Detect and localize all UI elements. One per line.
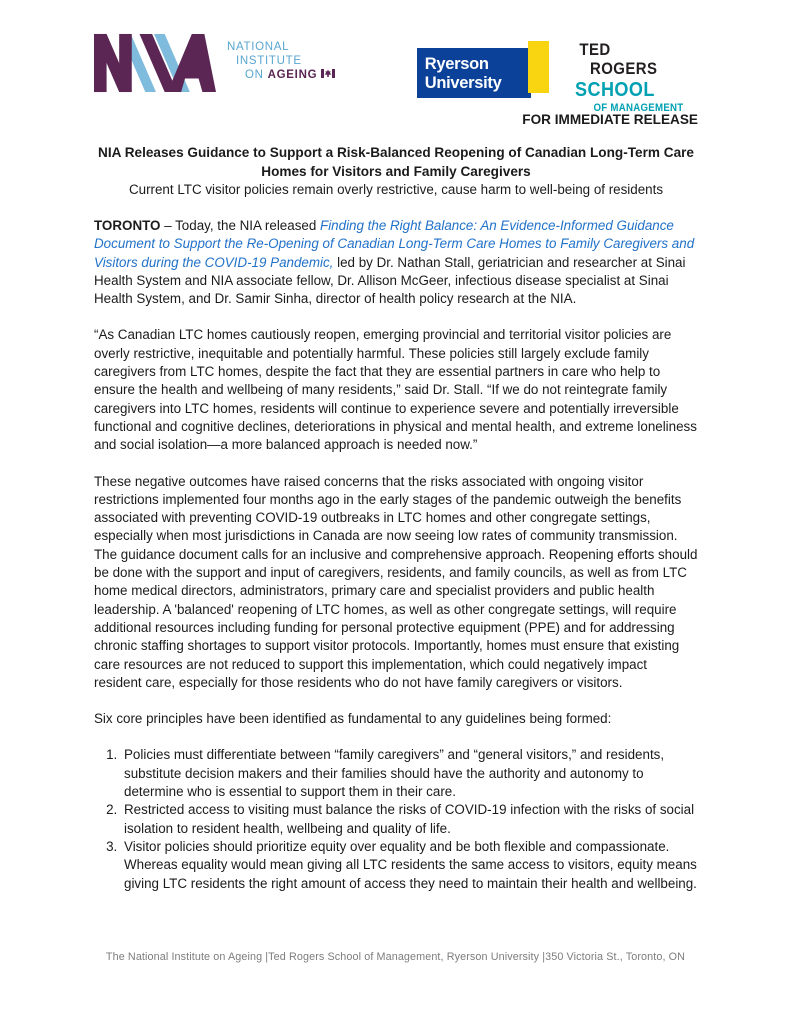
ryerson-university-logo bbox=[417, 41, 551, 99]
ted-rogers-line4: OF MANAGEMENT bbox=[593, 101, 684, 114]
for-immediate-release-label: FOR IMMEDIATE RELEASE bbox=[522, 112, 698, 127]
ted-rogers-line1: TED bbox=[579, 40, 611, 59]
paragraph-2-quote: “As Canadian LTC homes cautiously reopen, emerging provincial and territorial visitor policies are overly restrictive, inequitable and potentially harmful. These policies still largely exclude family caregivers from LTC homes, despite the fact that they are essential partners in care who help to ensure the health and wellbeing of many residents,” said Dr. Stall. “If we do not reintegrate family caregivers into LTC homes, residents will continue to experience severe and potentially irreversible functional and cognitive declines, deteriorations in physical and mental health, and extreme loneliness and social isolation—a more balanced approach is needed now.” bbox=[94, 327, 697, 453]
dateline: TORONTO bbox=[94, 218, 161, 233]
ryerson-logo-yellow-tab bbox=[528, 41, 549, 93]
paragraph-1-rest: led by Dr. Nathan Stall, geriatrician and researcher at Sinai Health System and NIA associate fellow, Dr. Allison McGeer, infectious disease specialist at Sinai Health System, and Dr. Samir Sinha, director of health policy research at the NIA. bbox=[94, 254, 686, 307]
paragraph-4-principles-intro: Six core principles have been identified as fundamental to any guidelines being formed: bbox=[94, 711, 612, 727]
principle-item-3: 3. Visitor policies should prioritize equity over equality and be both flexible and compassionate. Whereas equality would mean giving all LTC residents the same access to visitors, equity means giving LTC residents the right amount of access they need to maintain their health and wellbeing. bbox=[121, 838, 698, 893]
canada-flag-icon bbox=[321, 68, 335, 82]
partner-logos bbox=[417, 41, 698, 114]
paragraph-1 bbox=[94, 217, 698, 308]
ryerson-logo-box bbox=[417, 48, 531, 98]
page-footer: The National Institute on Ageing |Ted Rogers School of Management, Ryerson University |350 Victoria St., Toronto, ON bbox=[105, 951, 686, 963]
paragraph-3: These negative outcomes have raised concerns that the risks associated with ongoing visitor restrictions implemented four months ago in the early stages of the pandemic outweigh the benefits associated with preventing COVID-19 outbreaks in LTC homes and other congregate settings, especially when most jurisdictions in Canada are now seeing low rates of community transmission. The guidance document calls for an inclusive and comprehensive approach. Reopening efforts should be done with the support and input of caregivers, residents, and family councils, as well as from LTC home medical directors, administrators, primary care and specialist providers and public health leadership. A 'balanced' reopening of LTC homes, as well as other congregate settings, will require additional resources including funding for personal protective equipment (PPE) and for addressing chronic staffing shortages to support visitor protocols. Importantly, homes must ensure that existing care resources are not reduced to support this implementation, which could negatively impact resident care, especially for those residents who do not have family caregivers or visitors. bbox=[94, 473, 698, 690]
paragraph-1-intro: – Today, the NIA released bbox=[160, 218, 321, 233]
principle-item-1: 1. Policies must differentiate between “family caregivers” and “general visitors,” and residents, substitute decision makers and their families should have the authority and autonomy to determine who is essential to support them in their care. bbox=[121, 746, 698, 801]
nia-logo bbox=[94, 33, 335, 98]
logo-row bbox=[94, 33, 698, 114]
ryerson-logo-line1: Ryerson bbox=[424, 55, 489, 73]
nia-wordmark bbox=[227, 33, 335, 82]
core-principles-list bbox=[94, 746, 698, 892]
ted-rogers-school-logo bbox=[575, 41, 684, 114]
nia-logo-icon bbox=[94, 33, 216, 98]
nia-wordmark-on: ON bbox=[245, 69, 264, 81]
guidance-document-link[interactable]: Finding the Right Balance: An Evidence-Informed Guidance Document to Support the Re-Opening of Canadian Long-Term Care Homes to Family Caregivers and Visitors during the COVID-19 Pandemic, bbox=[94, 218, 695, 270]
principle-item-2: 2. Restricted access to visiting must balance the risks of COVID-19 infection with the risks of social isolation to resident health, wellbeing and quality of life. bbox=[121, 801, 698, 838]
nia-wordmark-line1: NATIONAL bbox=[227, 41, 290, 53]
press-release-title: NIA Releases Guidance to Support a Risk-Balanced Reopening of Canadian Long-Term Care Homes for Visitors and Family Caregivers bbox=[98, 145, 694, 179]
nia-wordmark-line2: INSTITUTE bbox=[236, 55, 302, 67]
nia-wordmark-line3 bbox=[245, 68, 335, 82]
press-release-subtitle: Current LTC visitor policies remain overly restrictive, cause harm to well-being of residents bbox=[128, 182, 664, 197]
ryerson-logo-line2: University bbox=[424, 74, 502, 92]
ted-rogers-line2: ROGERS bbox=[589, 59, 658, 78]
ted-rogers-line3: SCHOOL bbox=[574, 78, 655, 101]
nia-wordmark-ageing: AGEING bbox=[267, 69, 318, 81]
